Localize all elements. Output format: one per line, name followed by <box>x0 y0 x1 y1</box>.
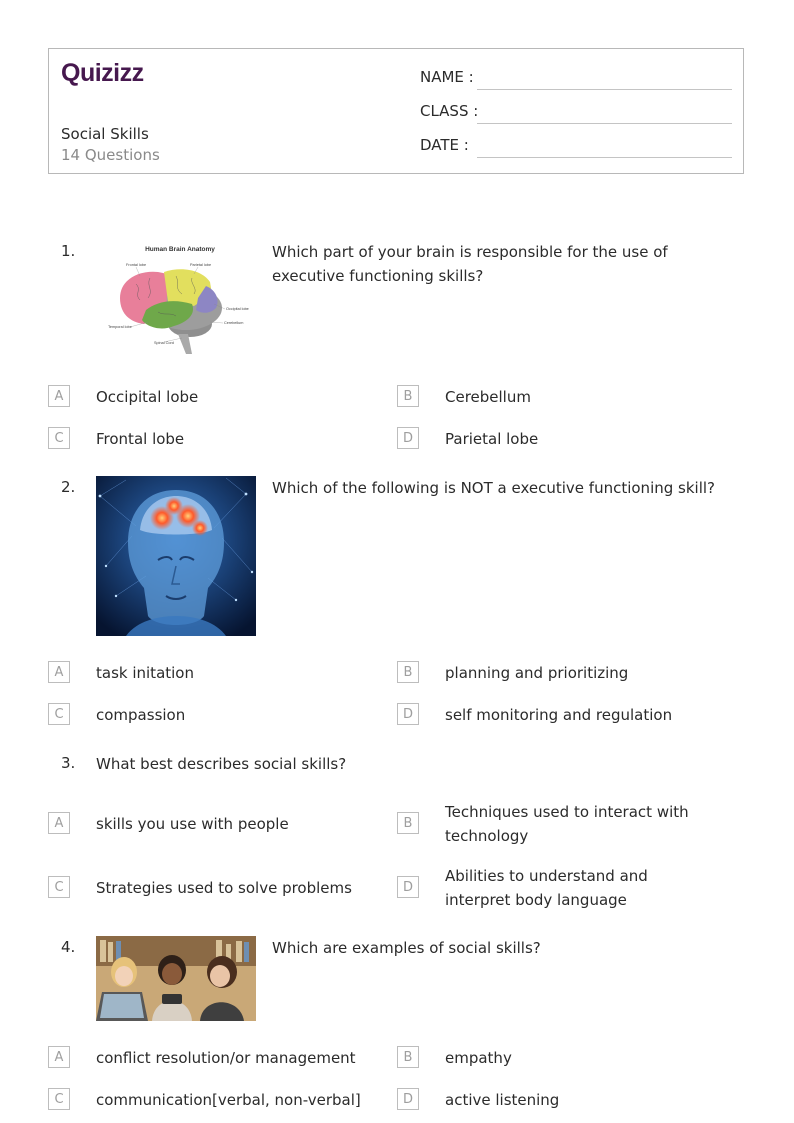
question-text: Which are examples of social skills? <box>272 939 541 957</box>
option-letter-box: C <box>48 703 70 725</box>
option-text: Occipital lobe <box>96 388 199 406</box>
class-field[interactable] <box>420 102 732 124</box>
svg-text:Frontal lobe: Frontal lobe <box>126 263 147 267</box>
date-line[interactable] <box>477 157 732 158</box>
option-letter-box: B <box>397 1046 419 1068</box>
question-number: 3. <box>61 754 76 772</box>
option-letter-box: D <box>397 703 419 725</box>
option-text: task initation <box>96 664 194 682</box>
option-text: self monitoring and regulation <box>445 706 673 724</box>
name-field[interactable] <box>420 68 732 90</box>
worksheet-title: Social Skills <box>61 125 149 143</box>
question-number: 4. <box>61 938 76 956</box>
question-number: 2. <box>61 478 76 496</box>
date-field[interactable] <box>420 136 732 158</box>
brain-anatomy-image <box>106 242 254 358</box>
option-letter-box: D <box>397 1088 419 1110</box>
option-letter-box: D <box>397 427 419 449</box>
worksheet-header <box>48 48 744 174</box>
question-text: Which part of your brain is responsible for the use of executive functioning skills? <box>272 243 668 285</box>
option-letter-box: A <box>48 1046 70 1068</box>
question-text: What best describes social skills? <box>96 755 347 773</box>
option-text: Abilities to understand and interpret body language <box>445 867 648 909</box>
option-text: skills you use with people <box>96 815 289 833</box>
option-letter-box: C <box>48 1088 70 1110</box>
question-number: 1. <box>61 242 76 260</box>
option-letter-box: D <box>397 876 419 898</box>
svg-text:Spinal Cord: Spinal Cord <box>154 341 174 345</box>
class-line[interactable] <box>477 123 732 124</box>
option-letter-box: C <box>48 876 70 898</box>
option-text: planning and prioritizing <box>445 664 629 682</box>
option-text: active listening <box>445 1091 560 1109</box>
option-letter-box: C <box>48 427 70 449</box>
option-text: Strategies used to solve problems <box>96 879 352 897</box>
svg-text:Occipital lobe: Occipital lobe <box>226 307 249 311</box>
option-letter-box: A <box>48 812 70 834</box>
svg-text:Human Brain Anatomy: Human Brain Anatomy <box>145 246 215 253</box>
name-line[interactable] <box>477 89 732 90</box>
option-letter-box: A <box>48 661 70 683</box>
glowing-brain-head-image <box>96 476 256 636</box>
option-text: empathy <box>445 1049 512 1067</box>
option-letter-box: A <box>48 385 70 407</box>
option-text: Parietal lobe <box>445 430 539 448</box>
svg-text:Parietal lobe: Parietal lobe <box>190 263 212 267</box>
quizizz-logo: Quizizz <box>61 59 144 87</box>
name-label: NAME : <box>420 68 474 86</box>
option-text: conflict resolution/or management <box>96 1049 356 1067</box>
option-text: Techniques used to interact with technology <box>445 803 689 845</box>
option-text: Frontal lobe <box>96 430 185 448</box>
option-text: Cerebellum <box>445 388 531 406</box>
svg-text:Cerebellum: Cerebellum <box>224 321 244 325</box>
students-laptop-image <box>96 936 256 1021</box>
option-text: compassion <box>96 706 186 724</box>
class-label: CLASS : <box>420 102 479 120</box>
option-letter-box: B <box>397 812 419 834</box>
question-count: 14 Questions <box>61 146 160 164</box>
question-text: Which of the following is NOT a executive functioning skill? <box>272 479 715 497</box>
option-letter-box: B <box>397 385 419 407</box>
date-label: DATE : <box>420 136 469 154</box>
option-letter-box: B <box>397 661 419 683</box>
svg-text:Temporal lobe: Temporal lobe <box>108 325 132 329</box>
option-text: communication[verbal, non-verbal] <box>96 1091 361 1109</box>
